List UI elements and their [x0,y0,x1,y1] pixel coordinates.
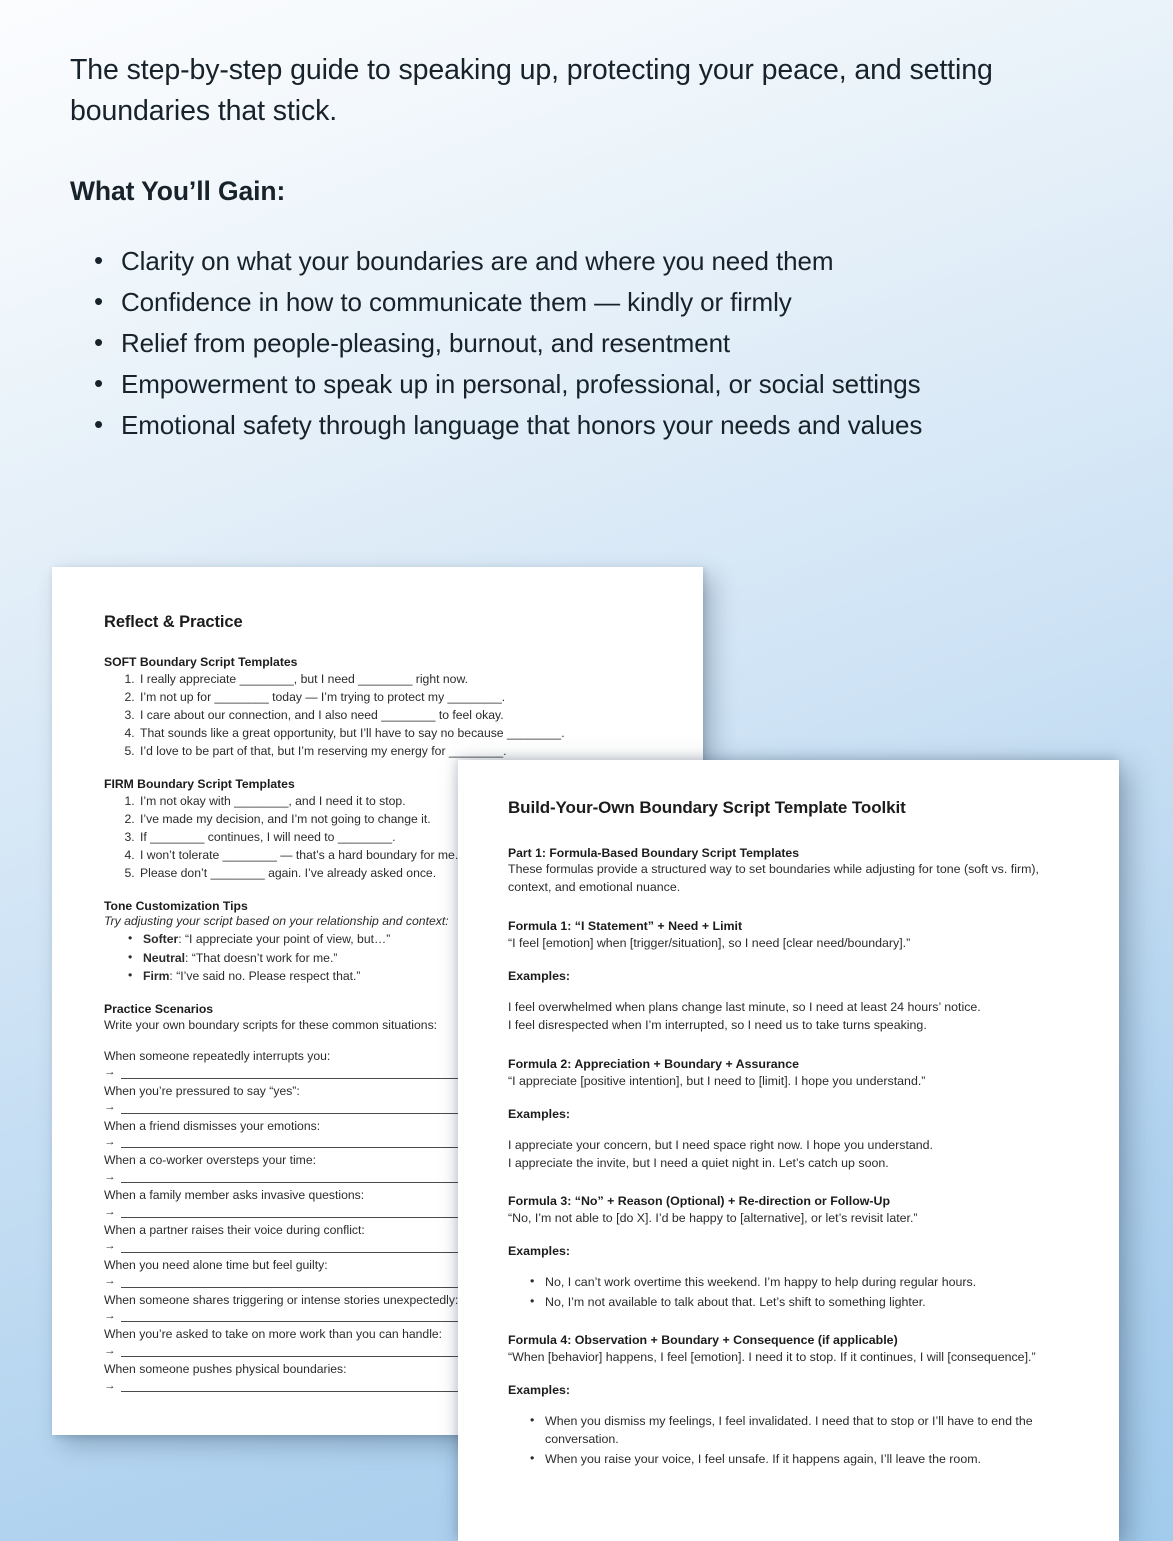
arrow-icon: → [104,1205,116,1218]
list-item: • No, I can’t work overtime this weekend. I’m happy to help during regular hours. [528,1273,1088,1291]
gain-text: Relief from people-pleasing, burnout, and resentment [121,328,731,359]
tone-quote: : “That doesn’t work for me.” [185,950,338,965]
gain-text: Clarity on what your boundaries are and where you need them [121,246,834,277]
formula-examples [508,1136,1083,1173]
arrow-icon: → [104,1309,116,1322]
gains-list [70,241,1020,446]
formula-block [508,1333,1119,1468]
scenario-prompt: When someone repeatedly interrupts you: [104,1049,331,1064]
toolkit-page [458,760,1119,1541]
arrow-icon: → [104,1135,116,1148]
formula-block [508,919,1119,1035]
arrow-icon: → [104,1170,116,1183]
tone-label: Firm [143,969,170,984]
examples-label: Examples: [508,1106,570,1121]
promo-section [70,50,1020,446]
list-item: 2. I’ve made my decision, and I’m not going to change it. [138,810,703,828]
list-item: • No, I’m not available to talk about that. Let’s shift to something lighter. [528,1293,1088,1311]
arrow-icon: → [104,1240,116,1253]
list-item: 4. I won’t tolerate ________ — that’s a hard boundary for me. [138,846,703,864]
example-line: I appreciate the invite, but I need a quiet night in. Let’s catch up soon. [508,1156,889,1171]
list-item: 1. I really appreciate ________, but I need ________ right now. [138,670,703,688]
scenario-prompt: When a co-worker oversteps your time: [104,1153,317,1168]
part1-intro: These formulas provide a structured way to set boundaries while adjusting for tone (soft vs. firm), context, and emotional nuance. [508,862,1039,894]
tone-tips-subheading: Try adjusting your script based on your relationship and context: [104,914,449,929]
formula-examples [528,1412,1088,1468]
gain-text: Emotional safety through language that honors your needs and values [121,410,923,441]
part1-heading: Part 1: Formula-Based Boundary Script Templates [508,846,799,860]
list-item: 3. If ________ continues, I will need to ________. [138,828,703,846]
scenario-prompt: When someone shares triggering or intense stories unexpectedly: [104,1292,459,1307]
arrow-icon: → [104,1101,116,1114]
arrow-icon: → [104,1275,116,1288]
soft-templates-heading: SOFT Boundary Script Templates [104,655,298,669]
formula-pattern: “No, I’m not able to [do X]. I’d be happy to [alternative], or let’s revisit later.” [508,1211,918,1226]
tone-quote: : “I appreciate your point of view, but…” [178,932,391,947]
list-item: 4. That sounds like a great opportunity, but I’ll have to say no because ________. [138,724,703,742]
gain-text: Empowerment to speak up in personal, professional, or social settings [121,369,921,400]
gain-text: Confidence in how to communicate them — kindly or firmly [121,287,792,318]
list-item: 5. I’d love to be part of that, but I’m reserving my energy for ________. [138,742,703,760]
soft-templates-list [138,670,703,760]
scenario-prompt: When a family member asks invasive questions: [104,1188,365,1203]
page-title: Reflect & Practice [104,613,243,631]
arrow-icon: → [104,1066,116,1079]
arrow-icon: → [104,1379,116,1392]
scenario-prompt: When someone pushes physical boundaries: [104,1362,347,1377]
tone-label: Softer [143,932,179,947]
examples-label: Examples: [508,968,570,983]
list-item [70,364,1020,405]
list-item: • When you dismiss my feelings, I feel invalidated. I need that to stop or I’ll have to end the conversation. [528,1412,1088,1449]
scenario-prompt: When you’re asked to take on more work than you can handle: [104,1327,443,1342]
scenario-prompt: When you’re pressured to say “yes”: [104,1083,300,1098]
formula-pattern: “I feel [emotion] when [trigger/situation], so I need [clear need/boundary].” [508,935,911,950]
formula-examples [508,998,1083,1035]
firm-templates-heading: FIRM Boundary Script Templates [104,777,295,792]
arrow-icon: → [104,1344,116,1357]
what-you-gain-heading: What You’ll Gain: [70,176,286,207]
example-line: I feel disrespected when I’m interrupted, so I need us to take turns speaking. [508,1018,927,1033]
formula-heading: Formula 2: Appreciation + Boundary + Assurance [508,1056,800,1071]
formula-pattern: “When [behavior] happens, I feel [emotion]. I need it to stop. If it continues, I will [consequence].” [508,1350,1036,1365]
list-item: 3. I care about our connection, and I also need ________ to feel okay. [138,706,703,724]
formula-heading: Formula 4: Observation + Boundary + Consequence (if applicable) [508,1333,898,1348]
list-item: 1. I’m not okay with ________, and I need it to stop. [138,792,703,810]
list-item [70,405,1020,446]
formula-heading: Formula 1: “I Statement” + Need + Limit [508,918,743,933]
practice-scenarios-heading: Practice Scenarios [104,1002,214,1017]
example-line: I appreciate your concern, but I need space right now. I hope you understand. [508,1137,934,1152]
examples-label: Examples: [508,1244,570,1259]
examples-label: Examples: [508,1383,570,1398]
list-item [70,241,1020,282]
tone-label: Neutral [143,950,185,965]
list-item: • When you raise your voice, I feel unsafe. If it happens again, I’ll leave the room. [528,1450,1088,1468]
tone-quote: : “I’ve said no. Please respect that.” [169,969,361,984]
list-item [70,282,1020,323]
formula-heading: Formula 3: “No” + Reason (Optional) + Re-direction or Follow-Up [508,1194,891,1209]
scenario-prompt: When you need alone time but feel guilty: [104,1257,328,1272]
list-item: 2. I’m not up for ________ today — I’m trying to protect my ________. [138,688,703,706]
example-line: I feel overwhelmed when plans change last minute, so I need at least 24 hours’ notice. [508,999,981,1014]
formula-examples [528,1273,1088,1311]
formula-block [508,1194,1119,1311]
list-item [70,323,1020,364]
promo-lede: The step-by-step guide to speaking up, protecting your peace, and setting boundaries that stick. [70,54,993,128]
scenario-prompt: When a partner raises their voice during conflict: [104,1223,365,1238]
scenario-prompt: When a friend dismisses your emotions: [104,1118,321,1133]
formula-block [508,1057,1119,1173]
formula-pattern: “I appreciate [positive intention], but I need to [limit]. I hope you understand.” [508,1073,926,1088]
list-item: 5. Please don’t ________ again. I’ve already asked once. [138,864,703,882]
tone-tips-heading: Tone Customization Tips [104,899,248,914]
page-title: Build-Your-Own Boundary Script Template Toolkit [508,798,906,817]
practice-scenarios-intro: Write your own boundary scripts for these common situations: [104,1018,438,1033]
